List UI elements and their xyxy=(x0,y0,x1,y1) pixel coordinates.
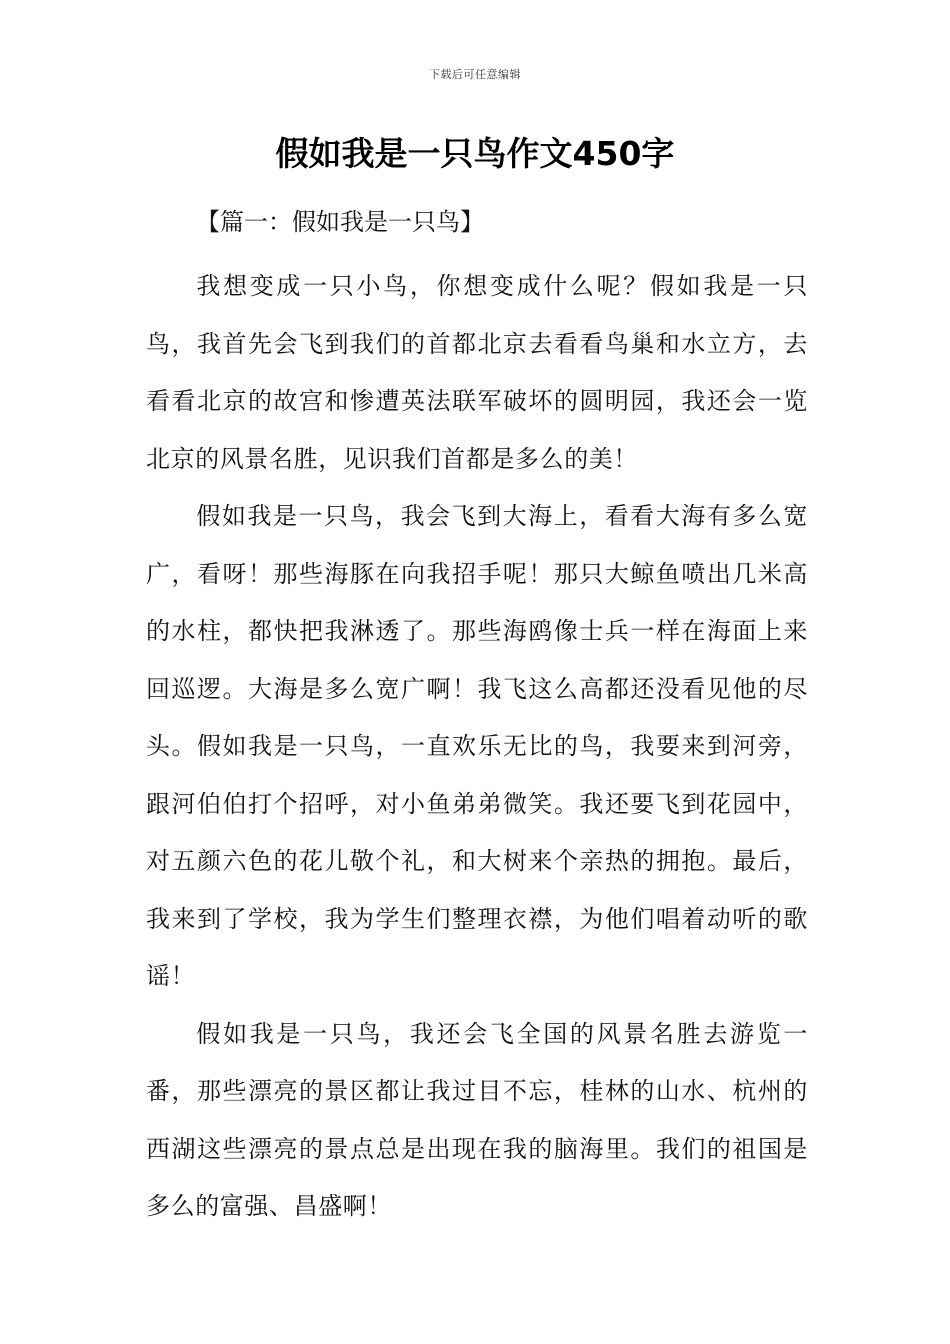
paragraph: 假如我是一只鸟，我还会飞全国的风景名胜去游览一番，那些漂亮的景区都让我过目不忘，桂林的山水、杭州的西湖这些漂亮的景点总是出现在我的脑海里。我们的祖国是多么的富强、昌盛啊！ xyxy=(146,1019,808,1220)
header-note: 下载后可任意编辑 xyxy=(429,68,521,81)
paragraph: 假如我是一只鸟，我会飞到大海上，看看大海有多么宽广，看呀！那些海豚在向我招手呢！那只大鲸鱼喷出几米高的水柱，都快把我淋透了。那些海鸥像士兵一样在海面上来回巡逻。大海是多么宽广啊！我飞这么高都还没看见他的尽头。假如我是一只鸟，一直欢乐无比的鸟，我要来到河旁，跟河伯伯打个招呼，对小鱼弟弟微笑。我还要飞到花园中，对五颜六色的花儿敬个礼，和大树来个亲热的拥抱。最后，我来到了学校，我为学生们整理衣襟，为他们唱着动听的歌谣！ xyxy=(146,502,808,990)
section-heading: 【篇一：假如我是一只鸟】 xyxy=(196,208,484,236)
paragraph: 我想变成一只小鸟，你想变成什么呢？假如我是一只鸟，我首先会飞到我们的首都北京去看看鸟巢和水立方，去看看北京的故宫和惨遭英法联军破坏的圆明园，我还会一览北京的风景名胜，见识我们首都是多么的美！ xyxy=(146,272,808,473)
document-title: 假如我是一只鸟作文450字 xyxy=(275,134,675,173)
essay-body xyxy=(146,258,808,1236)
